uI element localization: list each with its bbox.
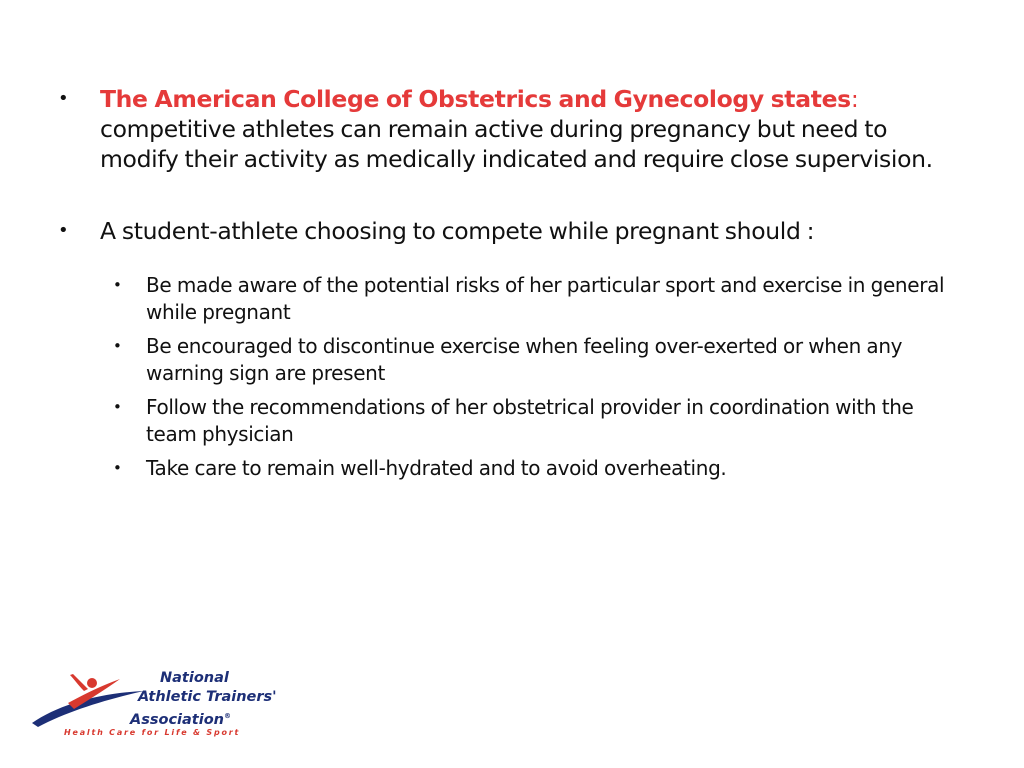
sub-bullet-marker: •: [113, 337, 122, 355]
logo-tagline: Health Care for Life & Sport: [64, 728, 241, 737]
bullet-student-athlete: [0, 216, 968, 246]
sub-bullet-list: [0, 272, 1024, 482]
sub-bullet-marker: •: [113, 276, 122, 294]
logo-line-athletic-trainers: Athletic Trainers': [138, 689, 277, 705]
sub-bullet-text: Take care to remain well-hydrated and to avoid overheating.: [146, 456, 727, 480]
sub-bullet-marker: •: [113, 459, 122, 477]
slide-content: [0, 84, 1024, 489]
sub-bullet-item: [0, 394, 961, 448]
student-athlete-text: A student-athlete choosing to compete while pregnant should :: [100, 217, 815, 245]
sub-bullet-text: Be made aware of the potential risks of her particular sport and exercise in general while pregnant: [146, 273, 945, 324]
logo-line-association: [130, 708, 231, 728]
registered-mark: ®: [223, 712, 231, 720]
sub-bullet-marker: •: [113, 398, 122, 416]
sub-bullet-item: [0, 455, 961, 482]
acog-highlight-colon: :: [850, 85, 859, 113]
nata-logo: [28, 665, 298, 745]
sub-bullet-item: [0, 333, 961, 387]
acog-highlight: The American College of Obstetrics and Gynecology states: [100, 85, 851, 113]
acog-text: competitive athletes can remain active during pregnancy but need to modify their activity as medically indicated and require close supervision.: [100, 85, 933, 173]
bullet-acog: [0, 84, 968, 174]
sub-bullet-text: Be encouraged to discontinue exercise when feeling over-exerted or when any warning sign are present: [146, 334, 903, 385]
sub-bullet-text: Follow the recommendations of her obstetrical provider in coordination with the team physician: [146, 395, 914, 446]
bullet-marker: •: [58, 88, 69, 109]
logo-line-national: National: [160, 670, 229, 686]
sub-bullet-item: [0, 272, 961, 326]
bullet-marker: •: [58, 220, 69, 241]
logo-association-text: Association: [130, 711, 224, 728]
